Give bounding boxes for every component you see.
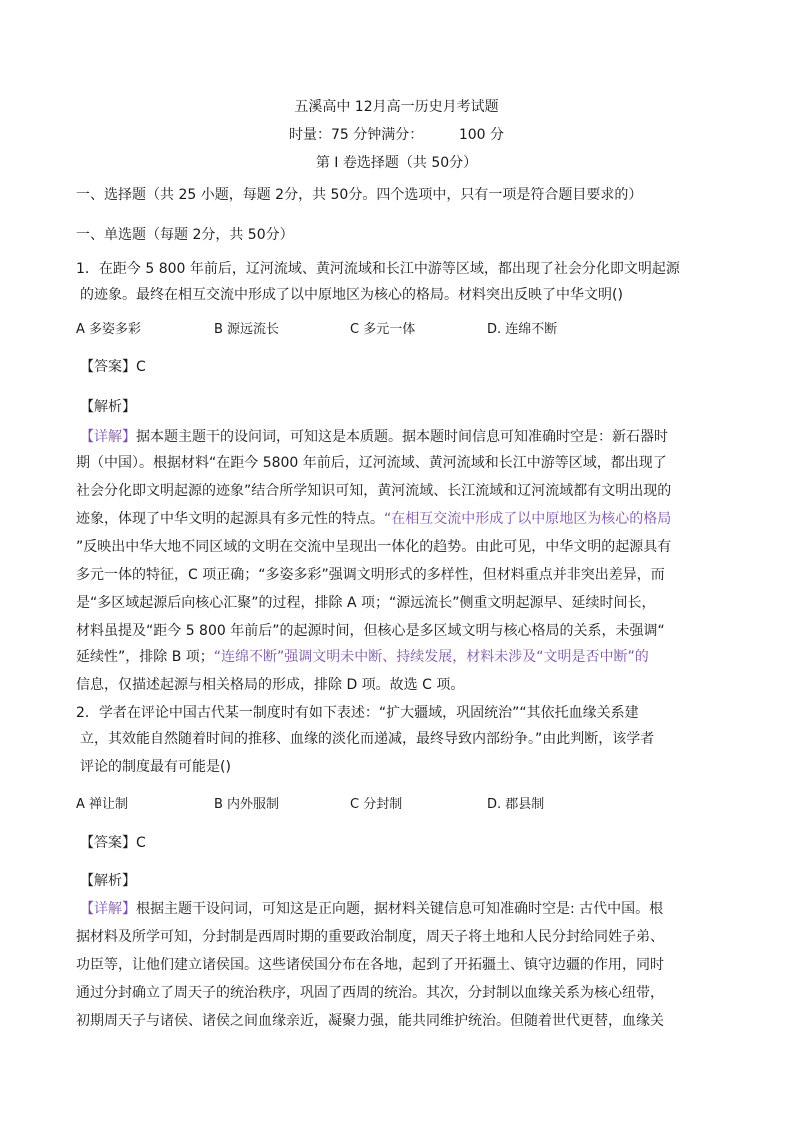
q1-answer: 【答案】C (80, 359, 146, 375)
q2-detail-line-1 (80, 898, 663, 918)
q1-option-d: D. 连绵不断 (487, 322, 558, 337)
q1-detail-line-6: 多元一体的特征，C 项正确；“多姿多彩”强调文明形式的多样性，但材料重点并非突出差异，而 (76, 567, 665, 583)
q1-detail-text-4: 迹象，体现了中华文明的起源具有多元性的特点。 (76, 511, 384, 527)
q1-stem-line-2: 的迹象。最终在相互交流中形成了以中原地区为核心的格局。材料突出反映了中华文明() (80, 287, 623, 303)
q2-analysis-label: 【解析】 (80, 873, 136, 889)
q1-detail-line-9 (76, 646, 649, 666)
section-title: 第 I 卷选择题（共 50分） (315, 155, 478, 171)
q1-option-a: A 多姿多彩 (76, 322, 142, 337)
q2-option-d: D. 郡县制 (487, 797, 545, 812)
q1-option-b: B 源远流长 (214, 322, 280, 337)
q1-analysis-label: 【解析】 (80, 399, 136, 415)
q1-detail-text-9: 延续性”，排除 B 项； (76, 649, 214, 665)
q2-stem-line-2: 立，其效能自然随着时间的推移、血缘的淡化而递减，最终导致内部纷争。”由此判断，该学者 (80, 731, 655, 747)
q2-option-b: B 内外服制 (214, 797, 280, 812)
instruction-line-1: 一、选择题（共 25 小题，每题 2分，共 50分。四个选项中，只有一项是符合题目要求的） (76, 187, 643, 203)
q1-detail-quote-1: “在相互交流中形成了以中原地区为核心的格局 (384, 511, 672, 527)
q1-detail-line-2: 期（中国）。根据材料“在距今 5800 年前后，辽河流域、黄河流域和长江中游等区域，都出现了 (76, 455, 667, 471)
q2-detail-line-2: 据材料及所学可知，分封制是西周时期的重要政治制度，周天子将土地和人民分封给同姓子弟、 (76, 929, 664, 945)
q1-stem-line-1: 1．在距今 5 800 年前后，辽河流域、黄河流域和长江中游等区域，都出现了社会分化即文明起源 (76, 261, 680, 277)
q2-stem-line-1: 2．学者在评论中国古代某一制度时有如下表述：“扩大疆域，巩固统治”“其依托血缘关系建 (76, 705, 639, 721)
instruction-line-2: 一、单选题（每题 2分，共 50分） (76, 227, 294, 243)
q1-detail-line-4 (76, 508, 671, 528)
q1-detail-line-5: ”反映出中华大地不同区域的文明在交流中呈现出一体化的趋势。由此可见，中华文明的起源具有 (76, 539, 672, 555)
q2-stem-line-3: 评论的制度最有可能是() (80, 759, 231, 775)
q2-option-c: C 分封制 (350, 797, 403, 812)
q1-option-c: C 多元一体 (350, 322, 416, 337)
q1-detail-line-8: 材料虽提及“距今 5 800 年前后”的起源时间，但核心是多区域文明与核心格局的关系，未强调“ (76, 623, 665, 639)
q1-detail-quote-2: “连绵不断”强调文明未中断、持续发展，材料未涉及“文明是否中断”的 (213, 649, 649, 665)
q2-detail-label: 【详解】 (80, 901, 136, 917)
q2-detail-line-5: 初期周天子与诸侯、诸侯之间血缘亲近，凝聚力强，能共同维护统治。但随着世代更替，血缘关 (76, 1013, 664, 1029)
q1-detail-line-7: 是“多区域起源后向核心汇聚”的过程，排除 A 项；“源远流长”侧重文明起源早、延续时间长， (76, 595, 656, 611)
q2-detail-line-3: 功臣等，让他们建立诸侯国。这些诸侯国分布在各地，起到了开拓疆土、镇守边疆的作用，同时 (76, 957, 664, 973)
exam-timing: 时量：75 分钟满分： 100 分 (288, 127, 505, 143)
q1-detail-line-3: 社会分化即文明起源的迹象”结合所学知识可知，黄河流域、长江流域和辽河流域都有文明出现的 (76, 483, 672, 499)
q1-detail-line-10: 信息，仅描述起源与相关格局的形成，排除 D 项。故选 C 项。 (76, 677, 465, 693)
q1-detail-line-1 (80, 426, 668, 446)
q2-option-a: A 禅让制 (76, 797, 129, 812)
exam-title: 五溪高中 12月高一历史月考试题 (294, 99, 499, 115)
q2-detail-line-4: 通过分封确立了周天子的统治秩序，巩固了西周的统治。其次，分封制以血缘关系为核心纽带， (76, 985, 664, 1001)
q2-detail-text-1: 根据主题干设问词，可知这是正向题，据材料关键信息可知准确时空是: 古代中国。根 (136, 901, 664, 917)
q1-detail-label: 【详解】 (80, 429, 136, 445)
q1-detail-text-1: 据本题主题干的设问词，可知这是本质题。据本题时间信息可知准确时空是：新石器时 (136, 429, 668, 445)
q2-answer: 【答案】C (80, 835, 146, 851)
